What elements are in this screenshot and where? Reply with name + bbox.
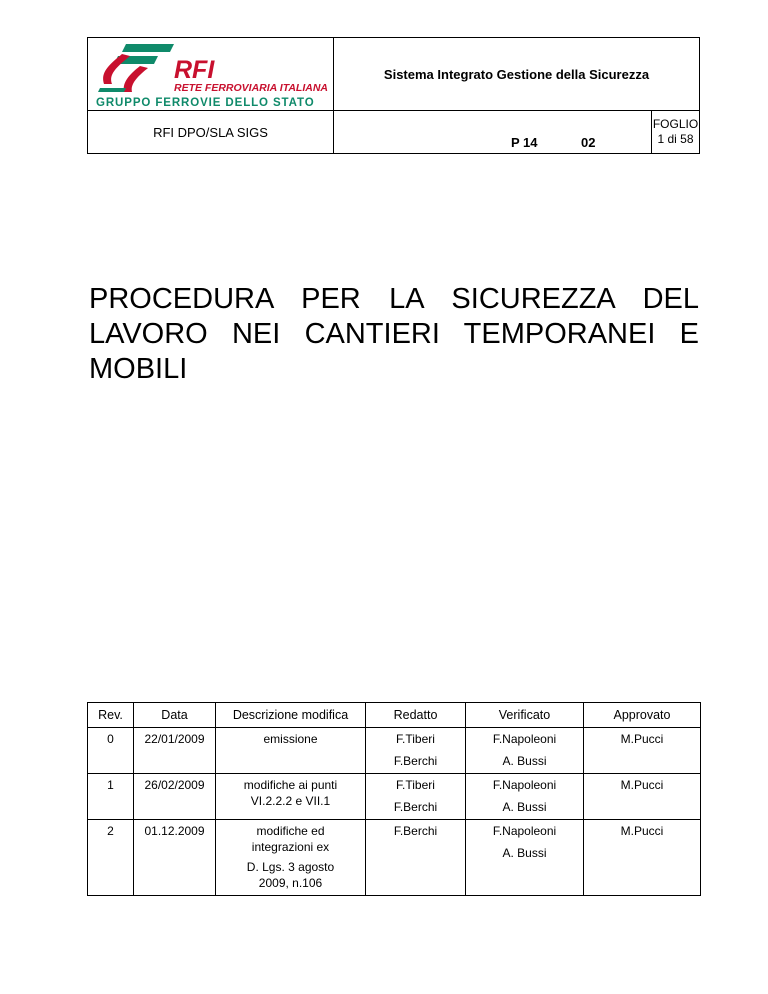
logo-company: RETE FERROVIARIA ITALIANA [174,82,328,94]
rfi-logo-icon [96,42,176,94]
drafted-cell [366,820,466,896]
col-drafted: Redatto [366,703,466,728]
logo-cell [88,38,334,111]
cell-text: 2 [107,824,114,838]
cell-text: 0 [107,732,114,746]
col-date: Data [134,703,216,728]
drafted-cell [366,728,466,774]
document-code: RFI DPO/SLA SIGS [88,111,334,153]
cell-line: VI.2.2.2 e VII.1 [250,794,331,808]
table-row [88,820,701,896]
cell-line: F.Napoleoni [492,732,557,746]
rev-cell [88,728,134,774]
cell-line: F.Napoleoni [492,824,557,838]
verified-cell [466,774,584,820]
cell-line: 2009, n.106 [258,876,323,890]
verified-cell [466,728,584,774]
cell-line: integrazioni ex [251,840,330,854]
cell-text: 01.12.2009 [144,824,205,838]
col-approved: Approvato [584,703,701,728]
rev-cell [88,774,134,820]
approved-cell [584,774,701,820]
col-rev: Rev. [88,703,134,728]
document-title: PROCEDURA PER LA SICUREZZA DEL LAVORO NEI CANTIERI TEMPORANEI E MOBILI [89,283,699,385]
cell-line: emissione [263,732,318,746]
drafted-cell [366,774,466,820]
rev-cell [88,820,134,896]
sheet-value: 1 di 58 [657,132,694,146]
cell-line: M.Pucci [620,732,664,746]
col-verified: Verificato [466,703,584,728]
table-row [88,728,701,774]
description-cell [216,728,366,774]
description-cell [216,820,366,896]
cell-line: F.Berchi [393,754,438,768]
revision-table [87,702,701,896]
date-cell [134,820,216,896]
cell-line: A. Bussi [502,800,547,814]
verified-cell [466,820,584,896]
revision-number: 02 [581,135,596,150]
procedure-cell [334,111,652,153]
cell-text: 22/01/2009 [144,732,205,746]
cell-line: F.Tiberi [396,732,435,746]
cell-line: F.Tiberi [396,778,435,792]
cell-line: F.Berchi [393,824,438,838]
cell-line: A. Bussi [502,754,547,768]
date-cell [134,774,216,820]
cell-line: F.Berchi [393,800,438,814]
cell-line: M.Pucci [620,824,664,838]
approved-cell [584,728,701,774]
document-header [87,37,700,154]
sheet-label: FOGLIO [652,117,699,131]
date-cell [134,728,216,774]
cell-line: D. Lgs. 3 agosto [246,860,335,874]
logo-group: GRUPPO FERROVIE DELLO STATO [96,97,315,109]
table-row [88,774,701,820]
approved-cell [584,820,701,896]
description-cell [216,774,366,820]
cell-text: 26/02/2009 [144,778,205,792]
sheet-cell [652,111,699,153]
cell-line: modifiche ai punti [243,778,338,792]
procedure-number: P 14 [511,135,538,150]
cell-text: 1 [107,778,114,792]
cell-line: M.Pucci [620,778,664,792]
col-description: Descrizione modifica [216,703,366,728]
revision-table-header [88,703,701,728]
system-title: Sistema Integrato Gestione della Sicurezza [334,38,699,111]
cell-line: modifiche ed [256,824,325,838]
logo-brand: RFI [174,56,215,84]
cell-line: A. Bussi [502,846,547,860]
cell-line: F.Napoleoni [492,778,557,792]
